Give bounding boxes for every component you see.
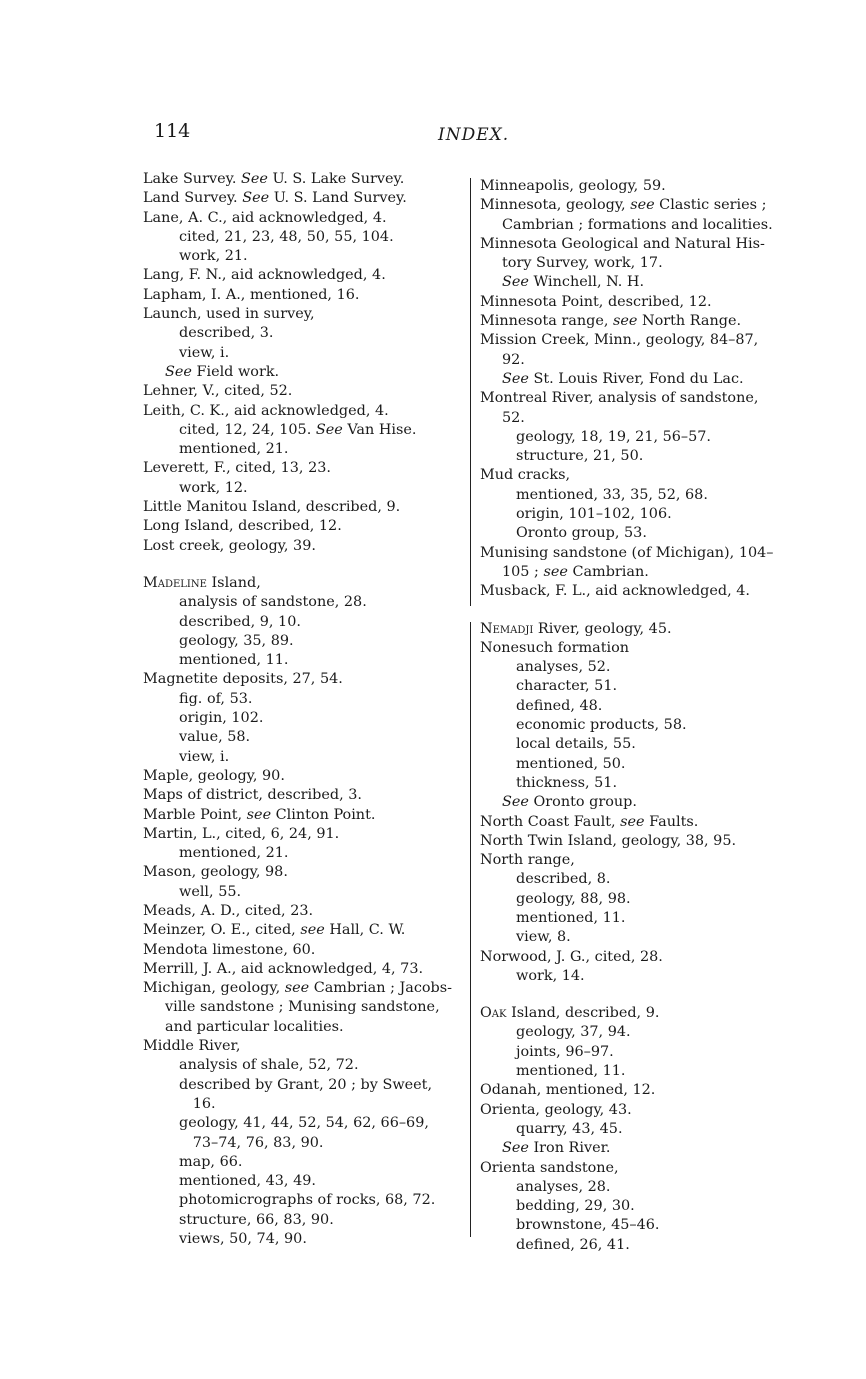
index-entry: Lapham, I. A., mentioned, 16.: [143, 286, 360, 303]
index-entry: origin, 101–102, 106.: [516, 506, 672, 523]
index-entry: Orienta sandstone,: [480, 1159, 619, 1176]
index-entry: Magnetite deposits, 27, 54.: [143, 671, 343, 688]
index-entry: 105 ; see Cambrian.: [502, 563, 649, 580]
index-entry: and particular localities.: [165, 1018, 344, 1035]
index-entry: 52.: [502, 409, 525, 426]
index-entry: Meads, A. D., cited, 23.: [143, 902, 314, 919]
index-entry: Mendota limestone, 60.: [143, 941, 316, 958]
index-entry: joints, 96–97.: [516, 1043, 614, 1060]
index-entry: See Field work.: [165, 363, 280, 380]
column-divider-bottom: [470, 622, 471, 1237]
index-entry: Munising sandstone (of Michigan), 104–: [480, 544, 774, 561]
index-entry: economic products, 58.: [516, 717, 687, 734]
index-entry: structure, 66, 83, 90.: [179, 1211, 334, 1228]
index-entry: Oronto group, 53.: [516, 525, 647, 542]
index-entry: work, 12.: [179, 479, 248, 496]
index-entry: analysis of sandstone, 28.: [179, 594, 367, 611]
index-entry: geology, 88, 98.: [516, 890, 631, 907]
index-entry: views, 50, 74, 90.: [179, 1231, 307, 1248]
index-entry: 92.: [502, 351, 525, 368]
index-entry: See St. Louis River, Fond du Lac.: [502, 370, 744, 387]
index-entry: view, i.: [179, 748, 230, 765]
index-entry: See Winchell, N. H.: [502, 274, 645, 291]
index-entry: view, 8.: [516, 929, 571, 946]
index-entry: mentioned, 50.: [516, 755, 626, 772]
index-entry: described, 8.: [516, 871, 611, 888]
index-entry: analysis of shale, 52, 72.: [179, 1057, 359, 1074]
index-entry: value, 58.: [179, 729, 251, 746]
index-entry: Nemadji River, geology, 45.: [480, 620, 672, 637]
index-column-right: [480, 177, 815, 1255]
index-entry: photomicrographs of rocks, 68, 72.: [179, 1192, 436, 1209]
index-entry: Lake Survey. See U. S. Lake Survey.: [143, 171, 405, 187]
index-entry: defined, 26, 41.: [516, 1236, 630, 1253]
index-entry: structure, 21, 50.: [516, 448, 644, 465]
index-entry: Mission Creek, Minn., geology, 84–87,: [480, 332, 759, 349]
index-entry: bedding, 29, 30.: [516, 1198, 635, 1215]
index-entry: mentioned, 11.: [516, 909, 626, 926]
index-entry: North range,: [480, 852, 575, 869]
index-entry: analyses, 52.: [516, 659, 611, 676]
index-entry: cited, 21, 23, 48, 50, 55, 104.: [179, 228, 394, 245]
index-entry: brownstone, 45–46.: [516, 1217, 660, 1234]
index-entry: origin, 102.: [179, 710, 264, 727]
index-entry: Oak Island, described, 9.: [480, 1005, 660, 1022]
index-entry: Maps of district, described, 3.: [143, 787, 362, 804]
index-entry: work, 14.: [516, 967, 585, 984]
index-entry: geology, 35, 89.: [179, 632, 294, 649]
index-entry: Odanah, mentioned, 12.: [480, 1082, 656, 1099]
index-entry: described by Grant, 20 ; by Sweet,: [179, 1076, 433, 1093]
index-entry: Leverett, F., cited, 13, 23.: [143, 460, 331, 477]
index-entry: Mud cracks,: [480, 467, 571, 484]
index-entry: Lane, A. C., aid acknowledged, 4.: [143, 209, 387, 226]
index-entry: mentioned, 33, 35, 52, 68.: [516, 486, 708, 503]
index-entry: Montreal River, analysis of sandstone,: [480, 390, 759, 407]
index-entry: Minnesota range, see North Range.: [480, 313, 742, 330]
column-divider-top: [470, 178, 471, 606]
index-entry: thickness, 51.: [516, 774, 618, 791]
index-entry: mentioned, 21.: [179, 441, 289, 458]
index-entry: Middle River,: [143, 1038, 241, 1055]
index-entry: quarry, 43, 45.: [516, 1120, 623, 1137]
index-entry: Minnesota, geology, see Clastic series ;: [480, 197, 767, 214]
page-number: 114: [154, 120, 191, 142]
index-entry: Marble Point, see Clinton Point.: [143, 806, 376, 823]
index-entry: See Iron River.: [502, 1140, 611, 1157]
index-entry: geology, 37, 94.: [516, 1024, 631, 1041]
section-gap: [480, 986, 815, 1004]
index-entry: cited, 12, 24, 105. See Van Hise.: [179, 421, 417, 438]
index-entry: analyses, 28.: [516, 1178, 611, 1195]
index-entry: Merrill, J. A., aid acknowledged, 4, 73.: [143, 960, 424, 977]
index-entry: 73–74, 76, 83, 90.: [179, 1134, 324, 1151]
index-entry: character, 51.: [516, 678, 618, 695]
index-entry: Minnesota Point, described, 12.: [480, 293, 712, 310]
index-entry: Mason, geology, 98.: [143, 864, 288, 881]
index-entry: work, 21.: [179, 248, 248, 265]
running-title: INDEX.: [438, 125, 510, 145]
index-entry: Lehner, V., cited, 52.: [143, 383, 293, 400]
index-entry: view, i.: [179, 344, 230, 361]
index-entry: map, 66.: [179, 1153, 243, 1170]
index-entry: Long Island, described, 12.: [143, 518, 342, 535]
index-entry: Nonesuch formation: [480, 639, 630, 656]
index-entry: mentioned, 11.: [516, 1063, 626, 1080]
index-entry: Little Manitou Island, described, 9.: [143, 499, 401, 516]
index-entry: Madeline Island,: [143, 574, 261, 591]
index-entry: described, 3.: [179, 325, 274, 342]
index-entry: local details, 55.: [516, 736, 636, 753]
index-entry: tory Survey, work, 17.: [502, 255, 663, 272]
index-entry: North Twin Island, geology, 38, 95.: [480, 832, 737, 849]
index-entry: Norwood, J. G., cited, 28.: [480, 948, 663, 965]
index-entry: described, 9, 10.: [179, 613, 301, 630]
index-entry: defined, 48.: [516, 697, 603, 714]
index-entry: 16.: [179, 1095, 216, 1112]
index-entry: fig. of, 53.: [179, 690, 253, 707]
index-entry: See Oronto group.: [502, 794, 637, 811]
index-entry: Lang, F. N., aid acknowledged, 4.: [143, 267, 386, 284]
index-entry: Launch, used in survey,: [143, 306, 315, 323]
index-entry: Orienta, geology, 43.: [480, 1101, 632, 1118]
index-entry: mentioned, 11.: [179, 652, 289, 669]
index-entry: Minnesota Geological and Natural His-: [480, 235, 765, 252]
index-entry: Leith, C. K., aid acknowledged, 4.: [143, 402, 389, 419]
index-entry: Minneapolis, geology, 59.: [480, 178, 666, 194]
index-entry: ville sandstone ; Munising sandstone,: [165, 999, 440, 1016]
index-entry: North Coast Fault, see Faults.: [480, 813, 699, 830]
index-entry: Cambrian ; formations and localities.: [502, 216, 773, 233]
index-entry: geology, 18, 19, 21, 56–57.: [516, 428, 712, 445]
index-entry: mentioned, 21.: [179, 845, 289, 862]
section-gap: [480, 602, 815, 620]
index-entry: geology, 41, 44, 52, 54, 62, 66–69,: [179, 1115, 429, 1132]
index-entry: Lost creek, geology, 39.: [143, 537, 316, 554]
section-gap: [143, 556, 468, 574]
index-entry: Maple, geology, 90.: [143, 767, 285, 784]
index-entry: mentioned, 43, 49.: [179, 1173, 316, 1190]
index-entry: Musback, F. L., aid acknowledged, 4.: [480, 583, 751, 600]
index-entry: well, 55.: [179, 883, 242, 900]
index-entry: Meinzer, O. E., cited, see Hall, C. W.: [143, 922, 406, 939]
index-entry: Land Survey. See U. S. Land Survey.: [143, 190, 407, 207]
index-entry: Martin, L., cited, 6, 24, 91.: [143, 825, 340, 842]
index-column-left: [143, 170, 468, 1249]
index-entry: Michigan, geology, see Cambrian ; Jacobs-: [143, 980, 453, 997]
